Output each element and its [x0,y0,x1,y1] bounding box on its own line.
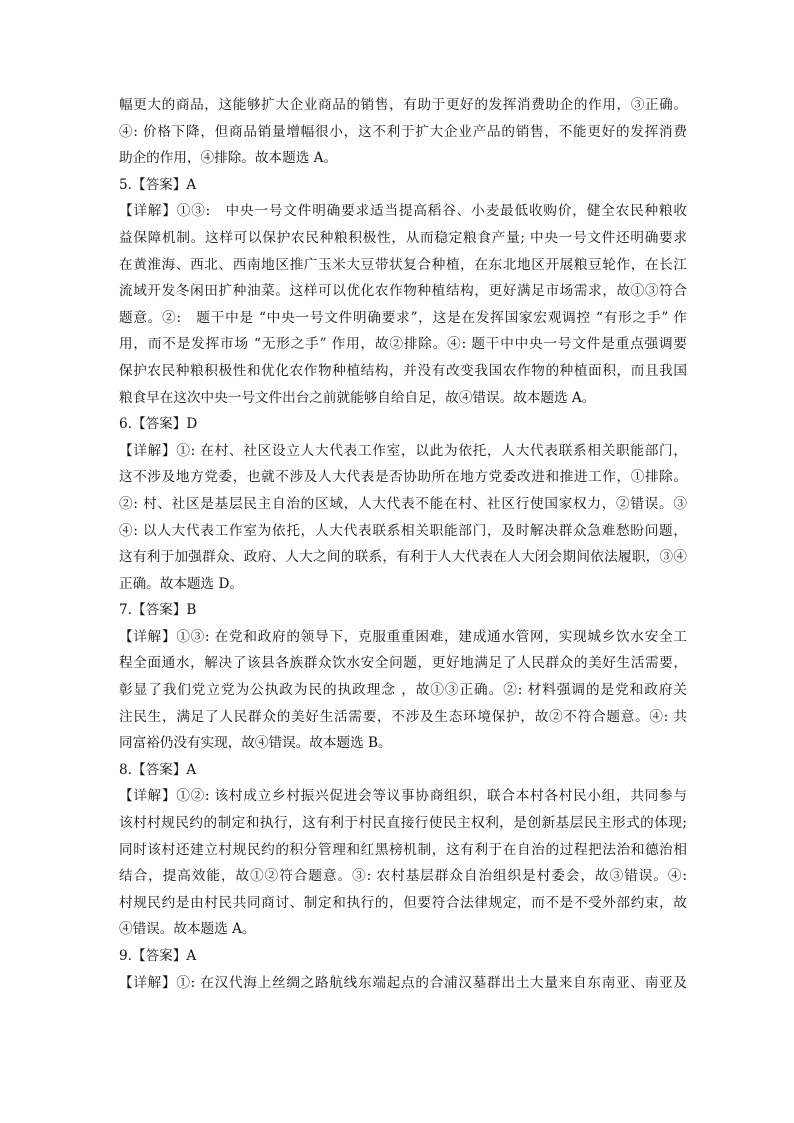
text-line: 保护农民种粮积极性和优化农作物种植结构，并没有改变我国农作物的种植面积，而且我国 [119,362,687,379]
text-line: 正确。故本题选 D。 [119,575,243,592]
text-line: 【详解】①②: 该村成立乡村振兴促进会等议事协商组织，联合本村各村民小组，共同参与 [119,788,687,805]
text-line: 6.【答案】D [119,416,198,433]
text-line: 这有利于加强群众、政府、人大之间的联系，有利于人大代表在人大闭会期间依法履职，③④ [119,549,687,566]
text-line: 【详解】①③: 中央一号文件明确要求适当提高稻谷、小麦最低收购价，健全农民种粮收 [119,203,687,220]
document-page [119,92,687,996]
text-line: 程全面通水，解决了该县各族群众饮水安全问题，更好地满足了人民群众的美好生活需要， [119,655,687,672]
text-line: 助企的作用，④排除。故本题选 A。 [119,150,338,167]
text-line: 同富裕仍没有实现，故④错误。故本题选 B。 [119,735,392,752]
text-line: 彰显了我们党立党为公执政为民的执政理念 ，故①③正确。②: 材料强调的是党和政府关 [119,682,687,699]
text-line: 幅更大的商品，这能够扩大企业商品的销售，有助于更好的发挥消费助企的作用，③正确。 [119,97,687,113]
text-line: 用，而不是发挥市场 “无形之手” 作用，故②排除。④: 题干中中央一号文件是重点强调要 [119,336,687,353]
text-line: 【详解】①: 在汉代海上丝绸之路航线东端起点的合浦汉墓群出土大量来自东南亚、南亚及 [119,974,687,991]
text-line: 结合，提高效能，故①②符合题意。③: 农村基层群众自治组织是村委会，故③错误。④: [119,868,687,885]
text-line: 7.【答案】B [119,602,197,619]
text-line: 这不涉及地方党委，也就不涉及人大代表是否协助所在地方党委改进和推进工作，①排除。 [119,469,687,486]
text-line: 粮食早在这次中央一号文件出台之前就能够自给自足，故④错误。故本题选 A。 [119,389,596,406]
text-line: 同时该村还建立村规民约的积分管理和红黑榜机制，这有利于在自治的过程把法治和德治相 [119,841,687,858]
text-line: 题意。②: 题干中是 “中央一号文件明确要求”，这是在发挥国家宏观调控 “有形之手” 作 [119,309,687,326]
text-line: 流域开发冬闲田扩种油菜。这样可以优化农作物种植结构，更好满足市场需求，故①③符合 [119,283,687,300]
text-line: ④: 价格下降，但商品销量增幅很小，这不利于扩大企业产品的销售，不能更好的发挥消费 [119,123,687,140]
text-line: 【详解】①③: 在党和政府的领导下，克服重重困难，建成通水管网，实现城乡饮水安全工 [119,628,687,645]
text-line: 8.【答案】A [119,761,197,778]
text-line: ④错误。故本题选 A。 [119,921,256,938]
text-line: 【详解】①: 在村、社区设立人大代表工作室，以此为依托，人大代表联系相关职能部门， [119,442,687,459]
text-line: 注民生，满足了人民群众的美好生活需要，不涉及生态环境保护，故②不符合题意。④: 共 [119,708,687,725]
text-line: 村规民约是由村民共同商讨、制定和执行的，但要符合法律规定，而不是不受外部约束，故 [119,894,687,911]
text-line: 在黄淮海、西北、西南地区推广玉米大豆带状复合种植，在东北地区开展粮豆轮作，在长江 [119,256,687,273]
text-line: 益保障机制。这样可以保护农民种粮积极性，从而稳定粮食产量; 中央一号文件还明确要求 [119,229,687,246]
text-line: 该村村规民约的制定和执行，这有利于村民直接行使民主权利，是创新基层民主形式的体现; [119,815,687,832]
text-line: 5.【答案】A [119,176,197,193]
text-line: ②: 村、社区是基层民主自治的区域，人大代表不能在村、社区行使国家权力，②错误。③ [119,495,687,512]
text-line: ④: 以人大代表工作室为依托，人大代表联系相关职能部门，及时解决群众急难愁盼问题， [119,522,687,539]
text-line: 9.【答案】A [119,948,197,964]
